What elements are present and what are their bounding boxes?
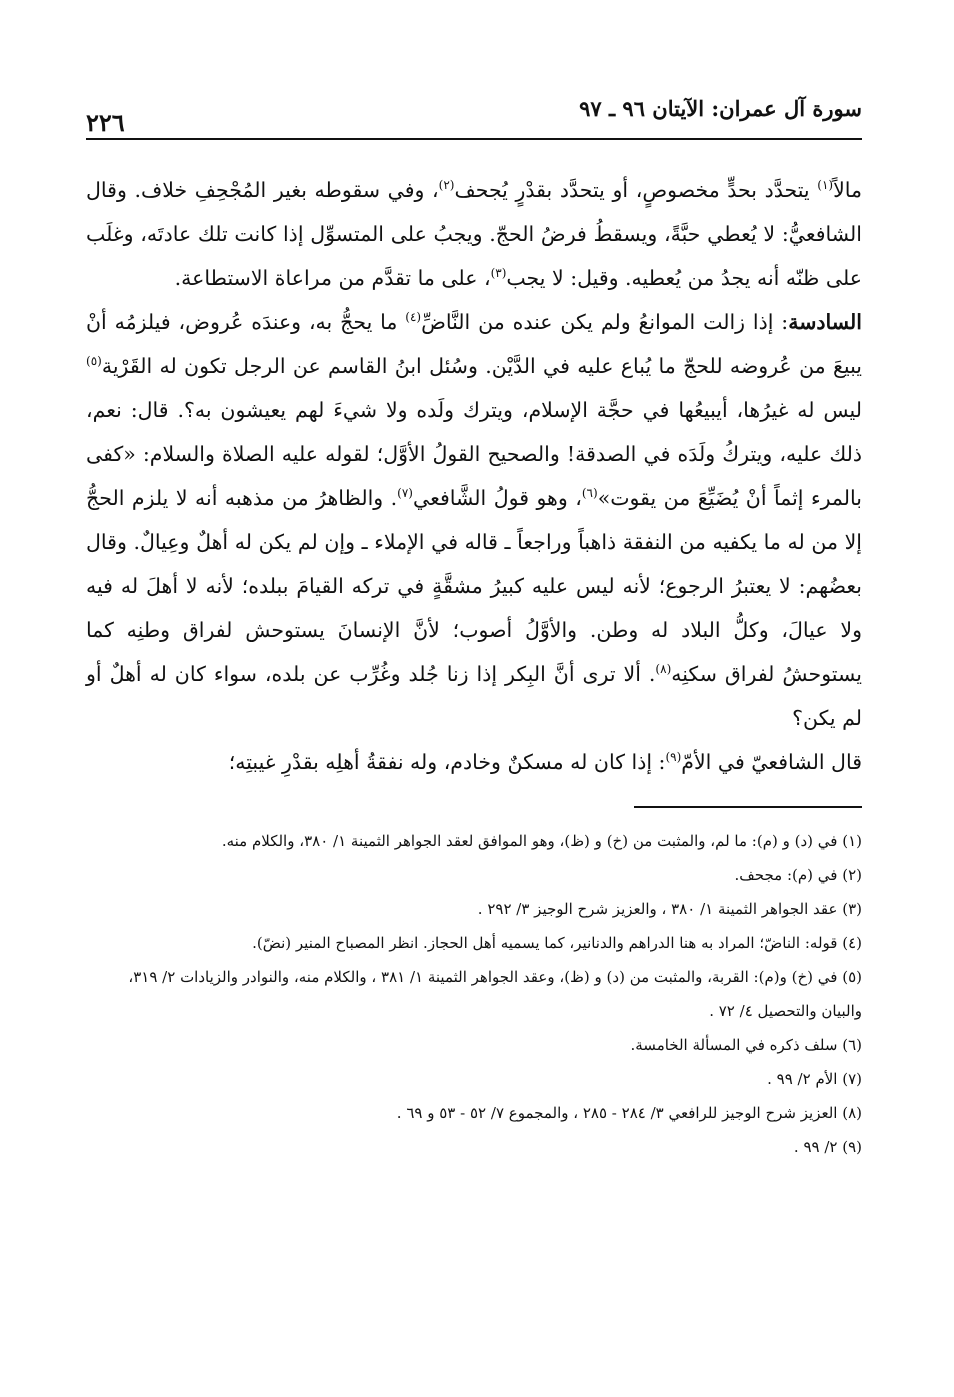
book-page [86, 88, 862, 1378]
paragraph-1 [86, 168, 862, 300]
footnote-divider [634, 806, 862, 808]
text-run: ما يحجُّ به، وعندَه عُروض، فيلزمُه أنْ يبيعَ من عُروضه للحجّ ما يُباع عليه في الدَّيْن. وسُئل ابنُ القاسم عن الرجل تكون له القَرْية [86, 310, 862, 378]
footnote-1: (١) في (د) و (م): ما لم، والمثبت من (خ) و (ظ)، وهو الموافق لعقد الجواهر الثمينة ١/ ٣٨٠، والكلام منه. [221, 832, 862, 850]
footnote-ref-9: (٩) [665, 750, 682, 765]
footnote-ref-5: (٥) [86, 354, 102, 369]
text-run: يتحدَّد بحدٍّ مخصوصٍ، أو يتحدَّد بقدْرٍ يُجحف [454, 178, 818, 202]
footnote-ref-1: (١) [817, 178, 834, 193]
text-run: قال الشافعيّ في الأمّ [681, 750, 862, 774]
footnote-5: (٥) في (خ) و(م): القربة، والمثبت من (د) و (ظ)، وعقد الجواهر الثمينة ١/ ٣٨١ ، والكلام منه، والنوادر والزيادات ٢/ ٣١٩، والبيان والتحصيل ٤/ ٧٢ . [128, 968, 862, 1020]
text-run: : إذا كان له مسكنٌ وخادم، وله نفقةُ أهلِه بقدْرِ غيبتِه؛ [228, 750, 666, 774]
paragraph-2 [86, 300, 862, 740]
footnote-ref-6: (٦) [581, 486, 598, 501]
paragraph-3 [86, 740, 862, 784]
running-title: سورة آل عمران: الآيتان ٩٦ ـ ٩٧ [579, 96, 862, 121]
footnote-ref-4: (٤) [405, 310, 422, 325]
section-heading: السادسة [788, 310, 862, 334]
footnote-ref-2: (٢) [438, 178, 455, 193]
main-text [86, 168, 862, 784]
footnote-7: (٧) الأم ٢/ ٩٩ . [767, 1070, 862, 1088]
text-run: ، وفي سقوطه بغير المُجْحِفِ خلاف. وقال الشافعيُّ: لا يُعطي حبَّةً، ويسقطُ فرضُ الحجّ. ويجبُ على المتسوِّل إذا كانت تلك عادتَه، وغلَب على ظنّه أنه يجدُ من يُعطيه. وقيل: لا يجب [86, 178, 862, 290]
footnote-ref-7: (٧) [397, 486, 413, 501]
text-run: ، على ما تقدَّم من مراعاة الاستطاعة. [174, 266, 491, 290]
text-run: . ألا ترى أنَّ البِكر إذا زنا جُلد وغُرِّب عن بلده، سواء كان له أهلٌ أو لم يكن؟ [86, 662, 862, 730]
text-run: ليس له غيرُها، أيبيعُها في حجَّة الإسلام، ويترك ولَده ولا شيءَ لهم يعيشون به؟. قال: نعم، ذلك عليه، ويتركُ ولَدَه في الصدقة! والصحيح القولُ الأوَّل؛ لقوله عليه الصلاة والسلام: «كفى بالمرء إثماً أنْ يُضَيِّعَ من يقوت» [86, 398, 862, 510]
text-run: . والظاهرُ من مذهبه أنه لا يلزم الحجُّ إلا من له ما يكفيه من النفقة ذاهباً وراجعاً ـ قاله في الإملاء ـ وإن لم يكن له أهلٌ وعِيالٌ. وقال بعضُهم: لا يعتبرُ الرجوع؛ لأنه ليس عليه كبيرُ مشقَّةٍ في تركه القيامَ ببلده؛ لأنه لا أهلَ له فيه ولا عيالَ، وكلُّ البلاد له وطن. والأوَّلُ أصوب؛ لأنَّ الإنسانَ يستوحش لفراق وطنِه كما يستوحشُ لفراق سكنِه [86, 486, 862, 686]
text-run: : إذا زالت الموانعُ ولم يكن عنده من النَّاضِّ [421, 310, 789, 334]
footnote-4: (٤) قوله: الناضّ؛ المراد به هنا الدراهم والدنانير، كما يسميه أهل الحجاز. انظر المصباح المنير (نضّ). [252, 934, 862, 952]
footnote-3: (٣) عقد الجواهر الثمينة ١/ ٣٨٠ ، والعزيز شرح الوجيز ٣/ ٢٩٢ . [477, 900, 862, 918]
running-header [86, 88, 862, 140]
footnote-8: (٨) العزيز شرح الوجيز للرافعي ٣/ ٢٨٤ - ٢٨٥ ، والمجموع ٧/ ٥٢ - ٥٣ و ٦٩ . [396, 1104, 862, 1122]
footnote-9: (٩) ٢/ ٩٩ . [793, 1138, 862, 1156]
text-run: ، وهو قولُ الشَّافعي [412, 486, 582, 510]
footnote-ref-3: (٣) [490, 266, 507, 281]
page-number: ٢٢٦ [86, 108, 125, 137]
footnote-6: (٦) سلف ذكره في المسألة الخامسة. [630, 1036, 862, 1054]
footnote-2: (٢) في (م): مجحف. [734, 866, 862, 884]
footnote-ref-8: (٨) [655, 662, 672, 677]
text-run: مالاً [833, 178, 863, 202]
footnotes [86, 824, 862, 1164]
